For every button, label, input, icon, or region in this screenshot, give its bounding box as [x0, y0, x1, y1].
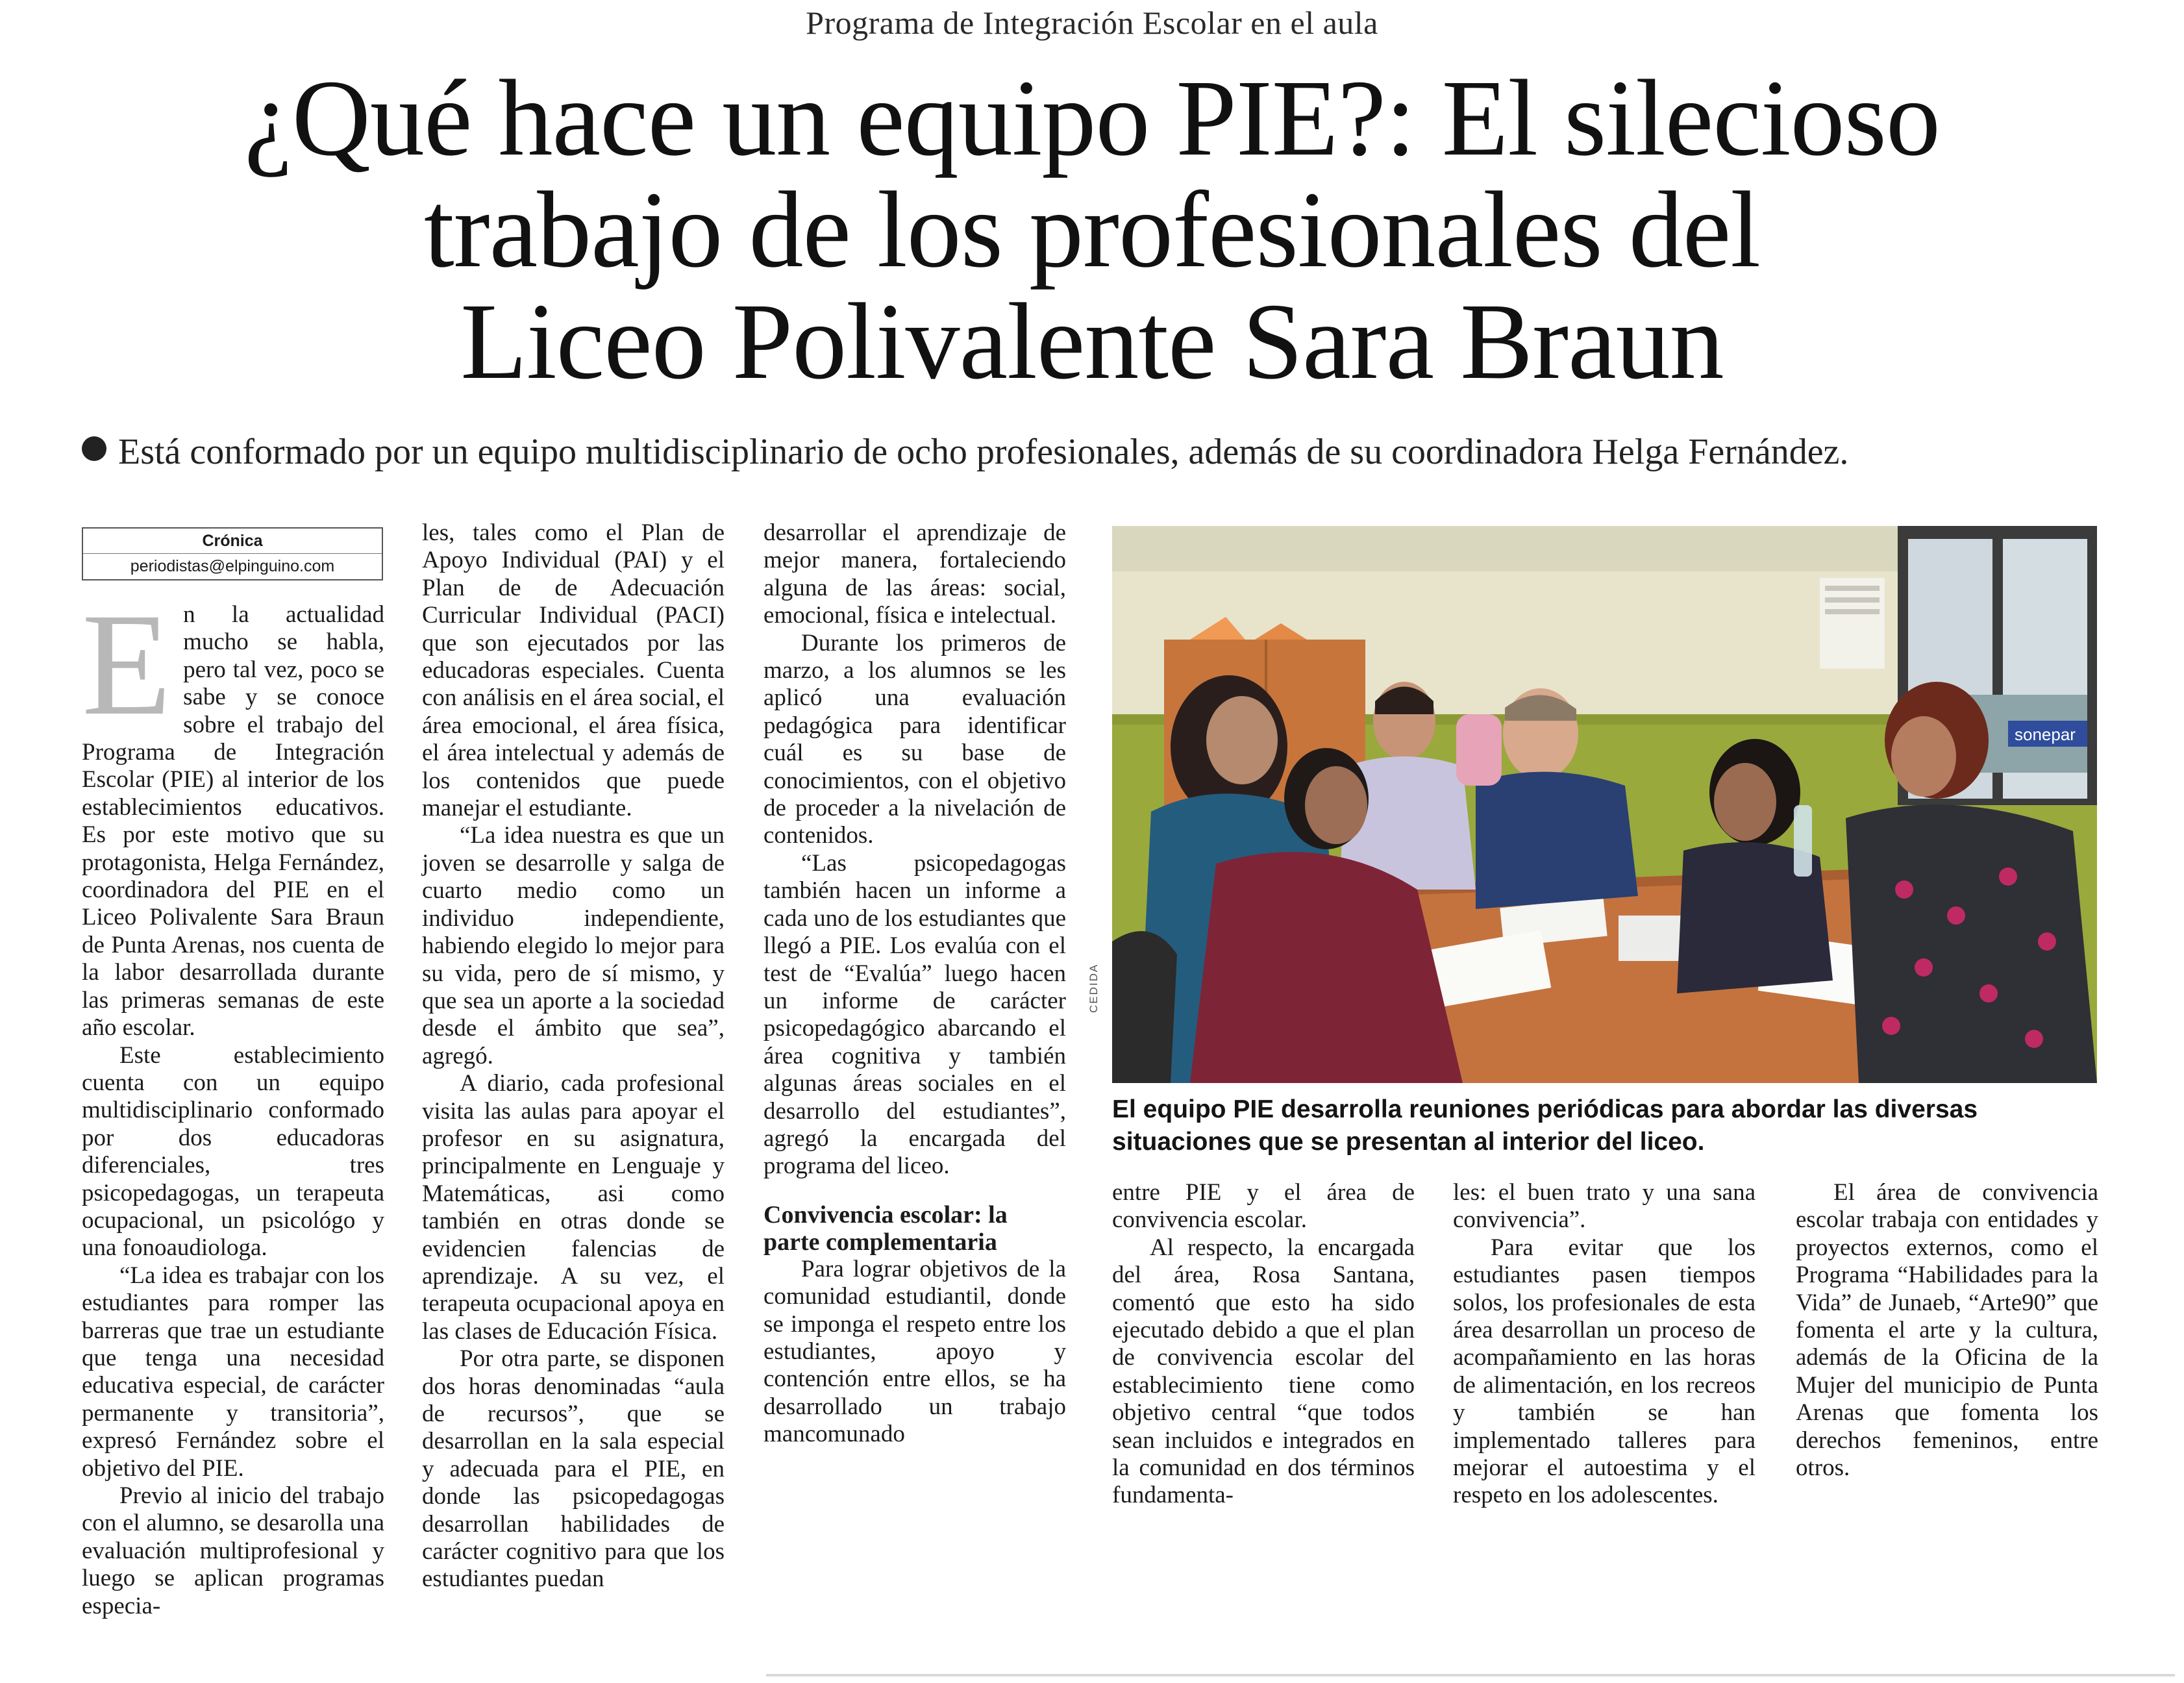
- dropcap: E: [82, 583, 172, 745]
- paragraph: Para evitar que los estudiantes pasen tiempos solos, los profesionales de esta área desarrollan un proceso de acompañamiento en las horas de alimentación, en los recreos y también se han implementado talleres para mejorar el autoestima y el respeto en los adolescentes.: [1453, 1234, 1756, 1509]
- headline-line-3: Liceo Polivalente Sara Braun: [460, 281, 1724, 402]
- paragraph: les, tales como el Plan de Apoyo Individual (PAI) y el Plan de de Adecuación Curricular Individual (PACI) que son ejecutados por las educadoras especiales. Cuenta con análisis en el área social, el área emocional, el área física, el área intelectual y además de los contenidos que puede manejar el estudiante.: [422, 519, 725, 822]
- subheading: Convivencia escolar: la parte complementaria: [763, 1201, 1008, 1256]
- paragraph: El área de convivencia escolar trabaja con entidades y proyectos externos, como el Programa “Habilidades para la Vida” de Junaeb, “Arte90” que fomenta el arte y la cultura, además de la Oficina de la Mujer del municipio de Punta Arenas que fomenta los derechos femeninos, entre otros.: [1796, 1179, 2098, 1482]
- paragraph: Para lograr objetivos de la comunidad estudiantil, donde se imponga el respeto entre los estudiantes, apoyo y contención entre ellos, se ha desarrollado un trabajo mancomunado: [763, 1255, 1066, 1448]
- window-sign: sonepar: [2015, 725, 2076, 744]
- byline-section: Crónica: [83, 529, 382, 554]
- paragraph: n la actualidad mucho se habla, pero tal vez, poco se sabe y se conoce sobre el trabajo del Programa de Integración Escolar (PIE) al interior de los establecimientos educativos. Es por este motivo que su protagonista, Helga Fernández, coordinadora del PIE en el Liceo Polivalente Sara Braun de Punta Arenas, nos cuenta de la labor desarrollada durante las primeras semanas de este año escolar.: [82, 601, 384, 1041]
- bottom-rule: [766, 1674, 2175, 1677]
- article-column-3: [763, 519, 1066, 1449]
- paragraph: entre PIE y el área de convivencia escolar.: [1112, 1179, 1415, 1234]
- paragraph: Por otra parte, se disponen dos horas denominadas “aula de recursos”, que se desarrollan en la sala especial y adecuada para el PIE, en donde las psicopedagogas desarrollan habilidades de carácter cognitivo para que los estudiantes puedan: [422, 1345, 725, 1593]
- paragraph: desarrollar el aprendizaje de mejor manera, fortaleciendo alguna de las áreas: social, emocional, física e intelectual.: [763, 519, 1066, 629]
- article-column-2: [422, 519, 725, 1593]
- headline-line-2: trabajo de los profesionales del: [424, 169, 1760, 290]
- photo-credit: CEDIDA: [1087, 963, 1100, 1013]
- paragraph: “La idea nuestra es que un joven se desarrolle y salga de cuarto medio como un individuo independiente, habiendo elegido lo mejor para su vida, pero de sí mismo, y que sea un aporte a la sociedad desde el ámbito que sea”, agregó.: [422, 822, 725, 1069]
- byline-email[interactable]: periodistas@elpinguino.com: [130, 557, 335, 575]
- headline: [78, 58, 2106, 402]
- paragraph: “La idea es trabajar con los estudiantes para romper las barreras que trae un estudiante que tenga una necesidad educativa especial, de carácter permanente y transitoria”, expresó Fernández sobre el objetivo del PIE.: [82, 1262, 384, 1482]
- paragraph: Previo al inicio del trabajo con el alumno, se desarolla una evaluación multiprofesional y luego se aplican programas especia-: [82, 1482, 384, 1619]
- article-column-5: [1453, 1179, 1756, 1510]
- article-photo: [1112, 526, 2097, 1083]
- summary-text: Está conformado por un equipo multidisciplinario de ocho profesionales, además de su coordinadora Helga Fernández.: [118, 432, 1849, 472]
- photo-illustration: [1112, 526, 2097, 1083]
- photo-caption: El equipo PIE desarrolla reuniones periódicas para abordar las diversas situaciones que se presentan al interior del liceo.: [1112, 1095, 1978, 1156]
- paragraph: Este establecimiento cuenta con un equipo multidisciplinario conformado por dos educadoras diferenciales, tres psicopedagogas, un terapeuta ocupacional, un psicológo y una fonoaudiologa.: [82, 1041, 384, 1262]
- paragraph: Durante los primeros de marzo, a los alumnos se les aplicó una evaluación pedagógica para identificar cuál es su base de conocimientos, con el objetivo de proceder a la nivelación de contenidos.: [763, 629, 1066, 849]
- section-kicker: Programa de Integración Escolar en el aula: [806, 5, 1378, 41]
- article-column-1: [82, 583, 384, 1620]
- paragraph: Al respecto, la encargada del área, Rosa Santana, comentó que esto ha sido ejecutado debido a que el plan de convivencia escolar del establecimiento tiene como objetivo central “que todos sean incluidos e integrados en la comunidad en dos términos fundamenta-: [1112, 1234, 1415, 1509]
- paragraph: “Las psicopedagogas también hacen un informe a cada uno de los estudiantes que llegó a PIE. Los evalúa con el test de “Evalúa” luego hacen un informe de carácter psicopedagógico abarcando el área cognitiva y también algunas áreas sociales en el desarrollo del estudiantes”, agregó la encargada del programa del liceo.: [763, 849, 1066, 1180]
- byline-box: [82, 527, 383, 580]
- paragraph: A diario, cada profesional visita las aulas para apoyar el profesor en su asignatura, principalmente en Lenguaje y Matemáticas, asi como también en otras donde se evidencien falencias de aprendizaje. A su vez, el terapeuta ocupacional apoya en las clases de Educación Física.: [422, 1070, 725, 1345]
- article-column-6: [1796, 1179, 2098, 1482]
- bullet-icon: [82, 436, 106, 461]
- article-column-4: [1112, 1179, 1415, 1510]
- headline-line-1: ¿Qué hace un equipo PIE?: El silecioso: [244, 58, 1940, 179]
- summary-line: [82, 431, 2133, 473]
- paragraph: les: el buen trato y una sana convivencia”.: [1453, 1179, 1756, 1234]
